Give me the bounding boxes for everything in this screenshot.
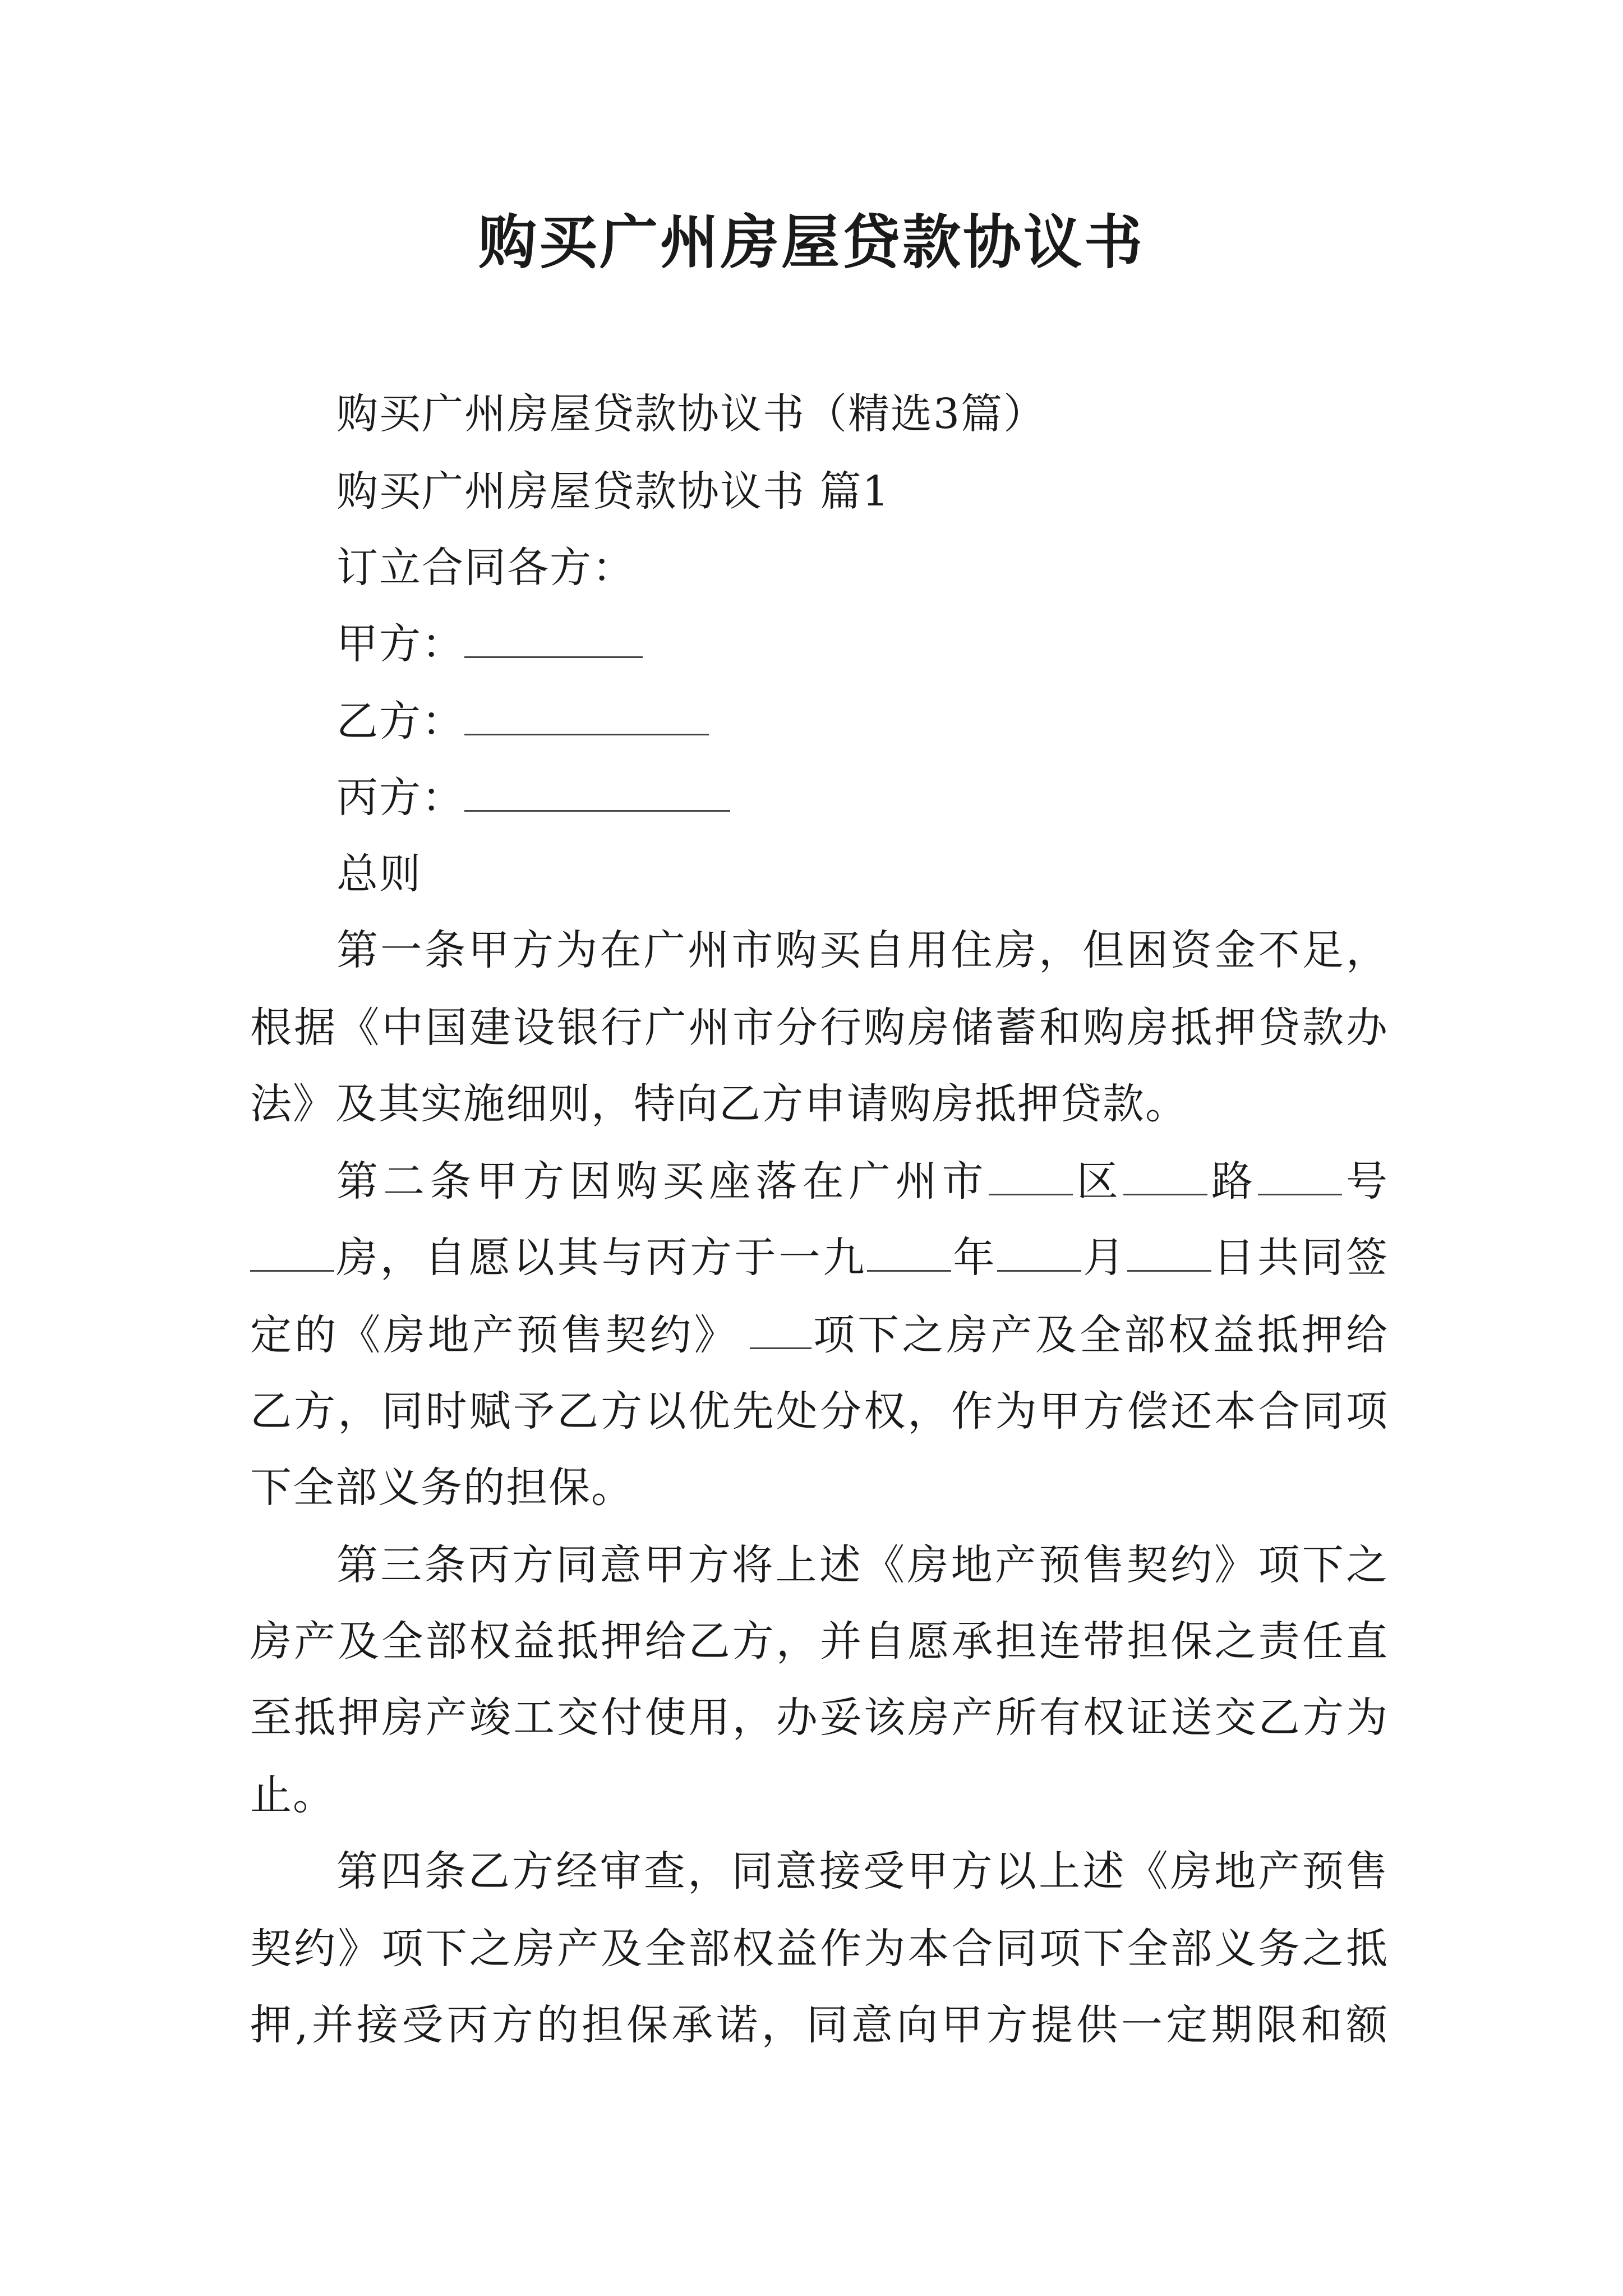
article-1-line-2: 根据《中国建设银行广州市分行购房储蓄和购房抵押贷款办: [250, 1004, 1389, 1052]
room-blank: [250, 1231, 334, 1272]
article-2-line-3: [250, 1307, 1389, 1363]
party-b-label: 乙方：: [336, 697, 464, 746]
contract-number-blank: [750, 1308, 811, 1349]
general-heading: 总则: [336, 850, 422, 898]
article-3-line-3: 至抵押房产竣工交付使用，办妥该房产所有权证送交乙方为: [250, 1694, 1389, 1742]
parties-intro: 订立合同各方：: [336, 544, 635, 592]
party-b-line: [336, 693, 709, 749]
party-c-label: 丙方：: [336, 774, 464, 822]
article-2-text: 号: [1341, 1157, 1389, 1205]
party-a-blank: [464, 617, 643, 658]
article-2-text: 房，自愿以其与丙方于一九: [334, 1234, 868, 1282]
year-blank: [867, 1231, 951, 1272]
document-title: 购买广州房屋贷款协议书: [478, 208, 1145, 277]
article-2-text: 路: [1207, 1157, 1258, 1205]
article-3-line-4: 止。: [250, 1771, 335, 1819]
article-2-line-4: 乙方，同时赋予乙方以优先处分权，作为甲方偿还本合同项: [250, 1387, 1389, 1435]
article-4-line-3: 押,并接受丙方的担保承诺，同意向甲方提供一定期限和额: [250, 2001, 1389, 2049]
article-3-line-2: 房产及全部权益抵押给乙方，并自愿承担连带担保之责任直: [250, 1617, 1389, 1665]
article-2-line-1: [336, 1153, 1389, 1209]
document-subtitle: 购买广州房屋贷款协议书（精选3篇）: [336, 390, 1046, 438]
article-2-text: 项下之房产及全部权益抵押给: [811, 1311, 1389, 1359]
article-2-text: 区: [1072, 1157, 1123, 1205]
party-a-label: 甲方：: [336, 620, 464, 668]
article-1-line-1: 第一条甲方为在广州市购买自用住房，但困资金不足，: [336, 926, 1389, 974]
article-2-line-5: 下全部义务的担保。: [250, 1464, 634, 1512]
party-b-blank: [464, 694, 709, 735]
district-blank: [989, 1154, 1073, 1195]
article-3-line-1: 第三条丙方同意甲方将上述《房地产预售契约》项下之: [336, 1541, 1389, 1589]
article-2-line-2: [250, 1230, 1389, 1286]
road-blank: [1123, 1154, 1207, 1195]
month-blank: [997, 1231, 1081, 1272]
article-2-text: 年: [951, 1234, 998, 1282]
number-blank: [1258, 1154, 1342, 1195]
article-2-text: 第二条甲方因购买座落在广州市: [336, 1157, 989, 1205]
party-c-blank: [464, 771, 730, 812]
article-1-line-3: 法》及其实施细则，特向乙方申请购房抵押贷款。: [250, 1080, 1188, 1128]
article-2-text: 日共同签: [1211, 1234, 1389, 1282]
article-4-line-2: 契约》项下之房产及全部权益作为本合同项下全部义务之抵: [250, 1925, 1389, 1973]
article-2-text: 月: [1081, 1234, 1128, 1282]
section-heading: 购买广州房屋贷款协议书 篇1: [336, 467, 890, 516]
article-4-line-1: 第四条乙方经审查，同意接受甲方以上述《房地产预售: [336, 1847, 1389, 1895]
day-blank: [1127, 1231, 1211, 1272]
party-c-line: [336, 770, 730, 826]
party-a-line: [336, 616, 643, 672]
article-2-text: 定的《房地产预售契约》: [250, 1311, 739, 1359]
